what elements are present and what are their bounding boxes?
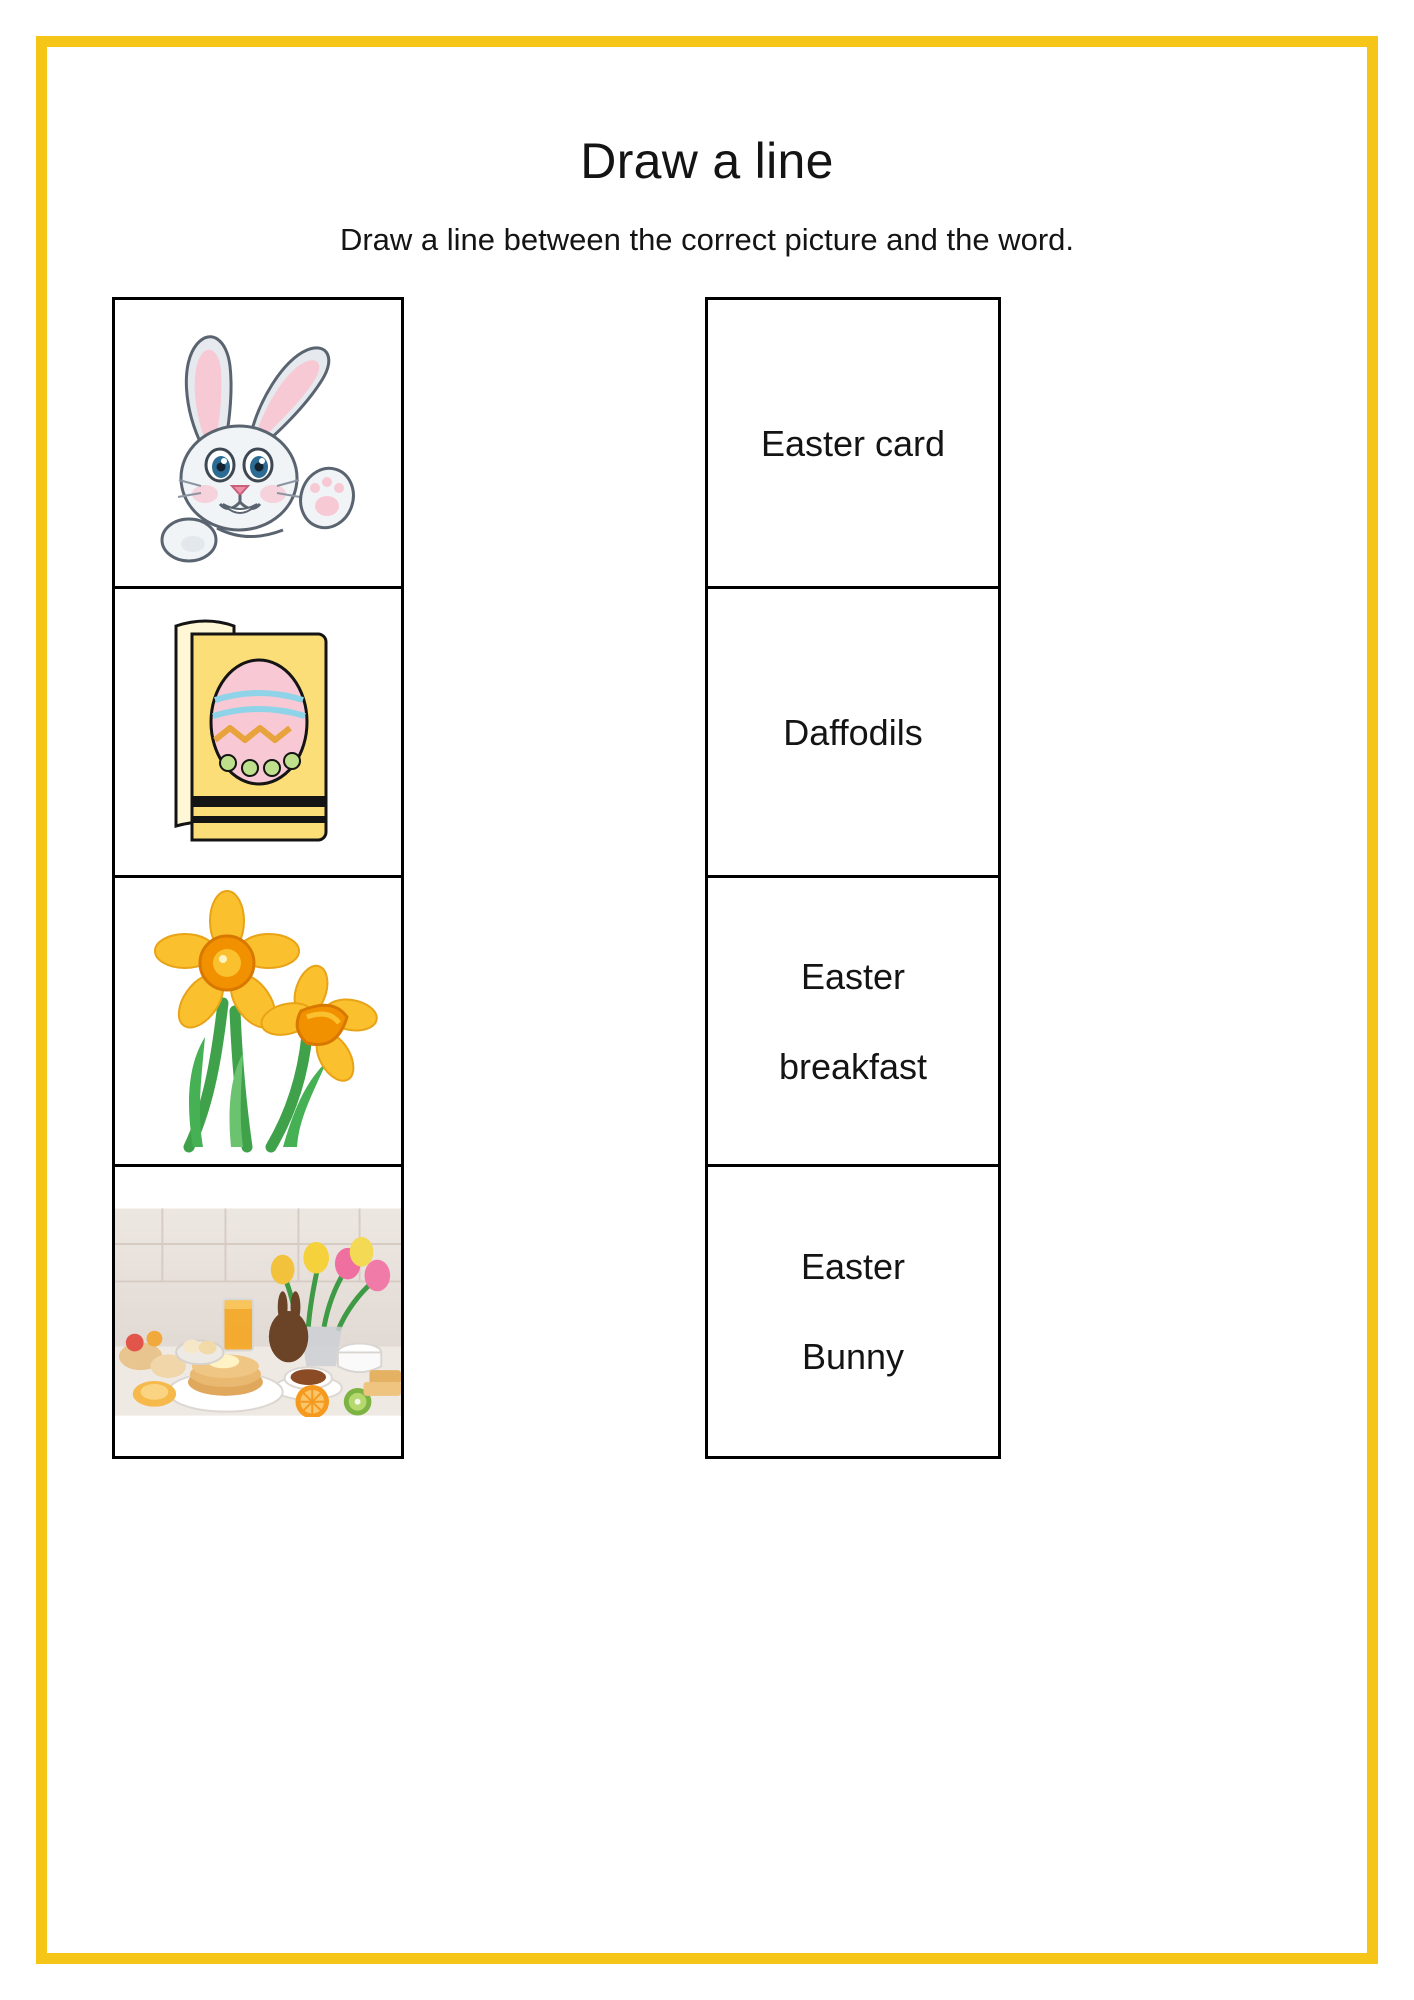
- worksheet-content: [47, 47, 1367, 1953]
- instructions-text: Draw a line between the correct picture and the word.: [339, 222, 1075, 257]
- word-cell-easter-bunny[interactable]: [708, 1167, 998, 1456]
- word-label-line2: breakfast: [778, 1045, 928, 1087]
- word-label: Easter card: [760, 422, 946, 464]
- word-label: Daffodils: [783, 711, 923, 753]
- word-cell-easter-card[interactable]: [708, 300, 998, 589]
- matching-activity: [47, 47, 1367, 1953]
- easter-breakfast-photo: [115, 1207, 401, 1417]
- picture-cell-easter-breakfast[interactable]: [115, 1167, 401, 1456]
- picture-cell-easter-card[interactable]: [115, 589, 401, 878]
- word-cell-daffodils[interactable]: [708, 589, 998, 878]
- easter-card-icon: [158, 600, 358, 865]
- easter-bunny-icon: [131, 318, 386, 568]
- word-label-line2: Bunny: [801, 1336, 905, 1377]
- picture-cell-daffodils[interactable]: [115, 878, 401, 1167]
- word-label-line1: Easter: [800, 1246, 906, 1287]
- page-title: Draw a line: [580, 133, 834, 189]
- word-label-line1: Easter: [800, 955, 906, 997]
- daffodils-icon: [131, 885, 386, 1157]
- picture-column: [112, 297, 404, 1459]
- picture-cell-bunny[interactable]: [115, 300, 401, 589]
- word-cell-easter-breakfast[interactable]: [708, 878, 998, 1167]
- word-column: [705, 297, 1001, 1459]
